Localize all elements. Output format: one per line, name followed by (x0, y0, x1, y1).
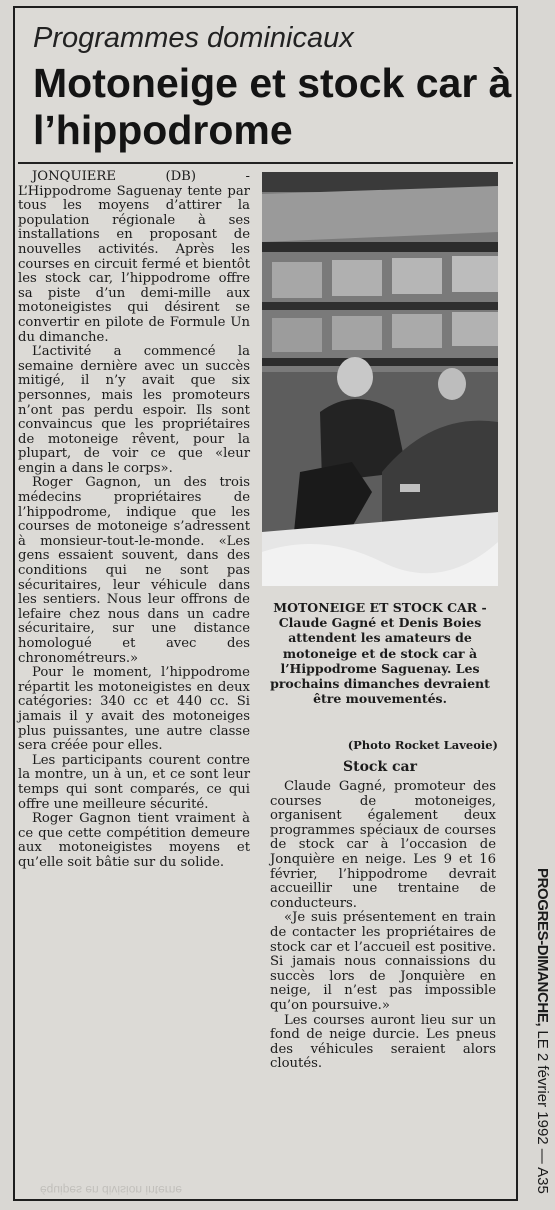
paragraph: Les courses auront lieu sur un fond de neige durcie. Les pneus des véhicules seraient alors cloutés. (270, 1012, 496, 1072)
publication-date: LE 2 février 1992 — A35 (534, 1030, 551, 1194)
right-column (270, 780, 496, 1072)
paragraph: Roger Gagnon tient vraiment à ce que cette compétition demeure aux motoneigistes moyens et qu’elle soit bâtie sur du solide. (18, 811, 250, 870)
headline: Motoneige et stock car à l’hippodrome (33, 60, 512, 153)
sidebar-text (529, 868, 551, 1204)
photo-credit: (Photo Rocket Laveoie) (347, 738, 498, 752)
kicker: Programmes dominicaux (33, 22, 354, 54)
publication-sidebar (523, 868, 549, 1204)
section-subhead: Stock car (343, 759, 417, 775)
publication-name: PROGRES-DIMANCHE, (534, 868, 551, 1027)
paragraph: Roger Gagnon, un des trois médecins propriétaires de l’hippodrome, indique que les courses de motoneige s’adressent à monsieur-tout-le-monde. «Les gens essaient souvent, dans des conditions qui ne sont pas sécuritaires, leur véhicule dans les sentiers. Nous leur offrons de lefaire chez nous dans un cadre sécuritaire, sur une distance homologué et avec des chronométreurs.» (18, 475, 250, 666)
paragraph: Claude Gagné, promoteur des courses de motoneiges, organisent également deux programmes spéciaux de courses de stock car à l’occasion de Jonquière en neige. Les 9 et 16 février, l’hippodrome devrait accueillir une trentaine de conducteurs. (270, 779, 496, 911)
headline-divider (18, 162, 513, 164)
paragraph: «Je suis présentement en train de contacter les propriétaires de stock car et l’accueil est positive. Si jamais nous connaissions du succès lors de Jonquière en neige, il n’est pas impossible qu’on poursuive.» (270, 910, 496, 1013)
paragraph: JONQUIERE (DB) - L’Hippodrome Saguenay tente par tous les moyens d’attirer la population régionale à ses installations en proposant de nouvelles activités. Après les courses en circuit fermé et bientôt les stock car, l’hippodrome offre sa piste d’un demi-mille aux motoneigistes qui désirent se convertir en pilote de Formule Un du dimanche. (18, 169, 250, 345)
news-photo (262, 172, 498, 586)
paragraph: Pour le moment, l’hippodrome répartit les motoneigistes en deux catégories: 340 cc et 440 cc. Si jamais il y avait des motoneiges plus puissantes, une autre classe sera créée pour elles. (18, 665, 250, 754)
bleed-through-text: équipes en division interne (40, 1183, 183, 1197)
left-column (18, 170, 250, 871)
photo-caption: MOTONEIGE ET STOCK CAR - Claude Gagné et Denis Boies attendent les amateurs de motoneige et de stock car à l’Hippodrome Saguenay. Les prochains dimanches devraient être mouvementés. (270, 600, 490, 707)
paragraph: Les participants courent contre la montre, un à un, et ce sont leur temps qui sont comparés, ce qui offre une meilleure sécurité. (18, 752, 250, 812)
photo-illustration (262, 172, 498, 586)
paragraph: L’activité a commencé la semaine dernière avec un succès mitigé, il n’y avait que six personnes, mais les promoteurs n’ont pas perdu espoir. Ils sont convaincus que les propriétaires de motoneige rêvent, pour la plupart, de voir ce que «leur engin a dans le corps». (18, 344, 250, 476)
